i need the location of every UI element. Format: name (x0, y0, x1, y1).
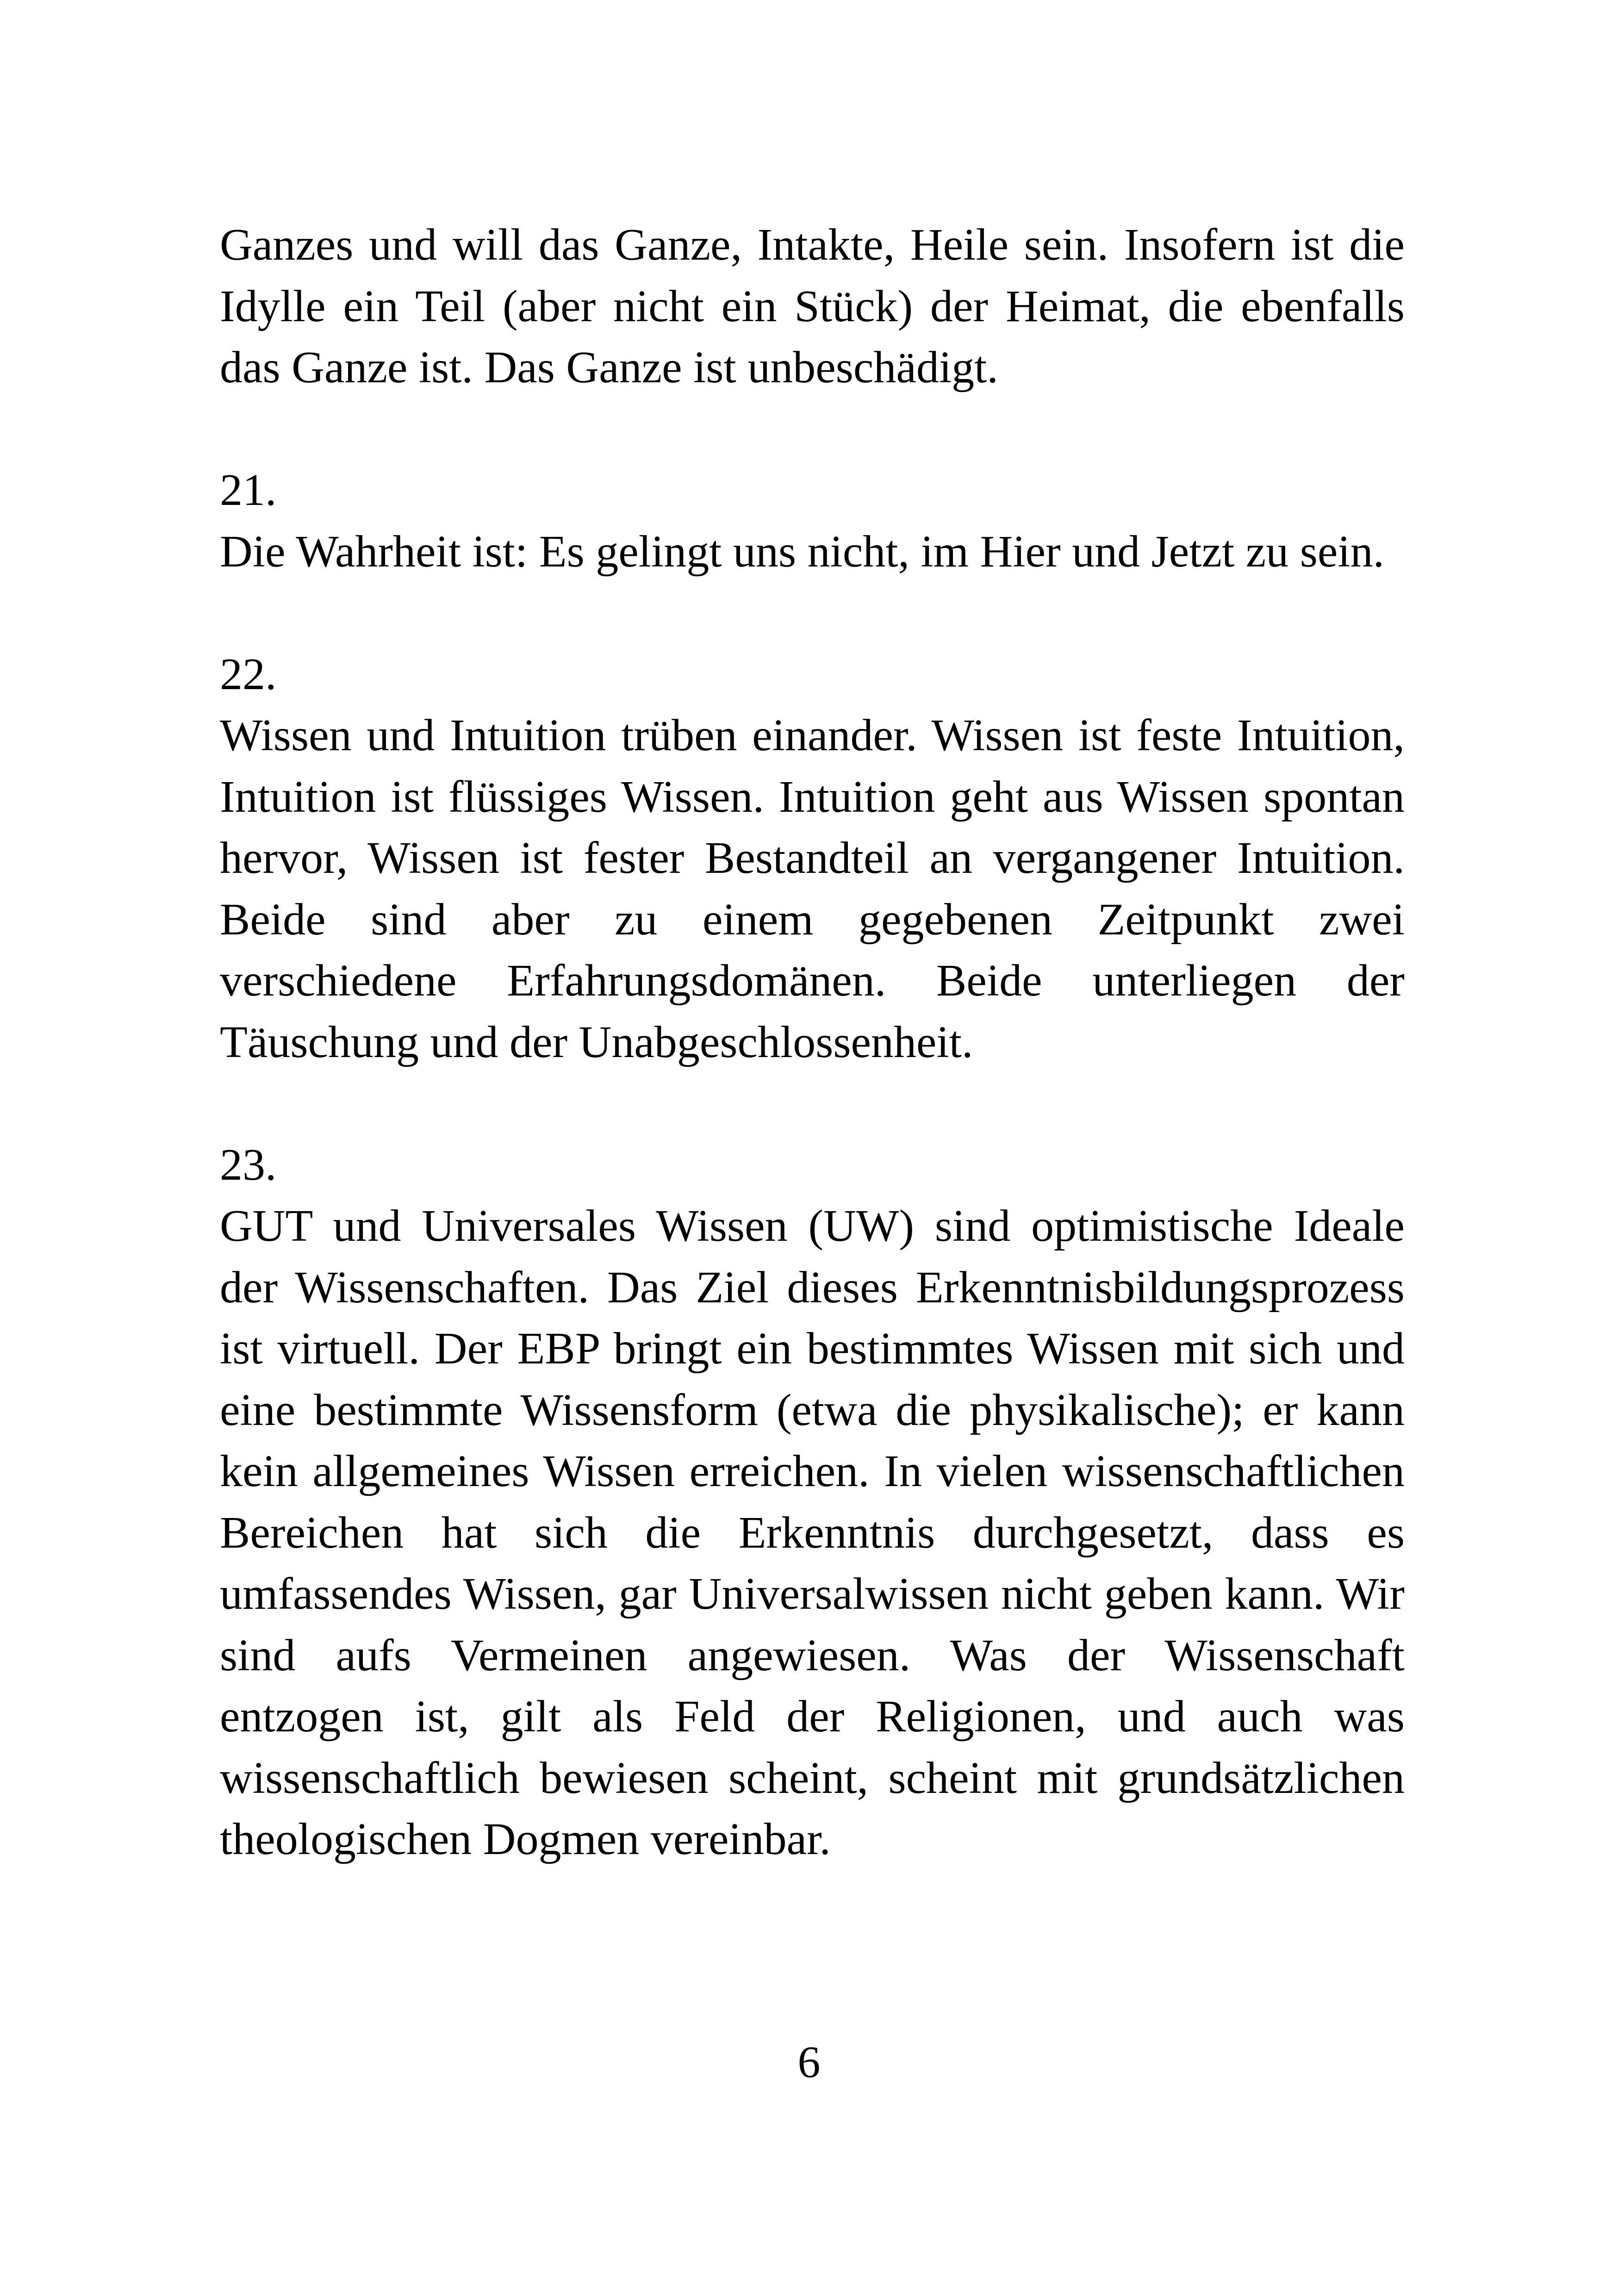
section-21 (220, 460, 1405, 582)
section-text: Wissen und Intuition trüben einander. Wissen ist feste Intuition, Intuition ist flüssiges Wissen. Intuition geht aus Wissen spontan hervor, Wissen ist fester Bestandteil an vergangener Intuition. Beide sind aber zu einem gegebenen Zeitpunkt zwei verschiedene Erfahrungsdomänen. Beide unterliegen der Täuschung und der Unabgeschlossenheit. (220, 710, 1405, 1067)
section-text: Die Wahrheit ist: Es gelingt uns nicht, im Hier und Jetzt zu sein. (220, 526, 1385, 577)
section-number: 23. (220, 1139, 277, 1190)
section-number: 21. (220, 465, 277, 515)
page-number: 6 (797, 2037, 821, 2087)
text-column (220, 214, 1405, 1870)
section-22 (220, 644, 1405, 1073)
section-23 (220, 1134, 1405, 1870)
section-number: 22. (220, 649, 277, 699)
section-text: GUT und Universales Wissen (UW) sind optimistische Ideale der Wissenschaften. Das Ziel dieses Erkenntnisbildungsprozess ist virtuell. Der EBP bringt ein bestimmtes Wissen mit sich und eine bestimmte Wissensform (etwa die physikalische); er kann kein allgemeines Wissen erreichen. In vielen wissenschaftlichen Bereichen hat sich die Erkenntnis durchgesetzt, dass es umfassendes Wissen, gar Universalwissen nicht geben kann. Wir sind aufs Vermeinen angewiesen. Was der Wissenschaft entzogen ist, gilt als Feld der Religionen, und auch was wissenschaftlich bewiesen scheint, scheint mit grundsätzlichen theologischen Dogmen vereinbar. (220, 1201, 1405, 1864)
continued-paragraph: Ganzes und will das Ganze, Intakte, Heile sein. Insofern ist die Idylle ein Teil (aber nicht ein Stück) der Heimat, die ebenfalls das Ganze ist. Das Ganze ist unbeschädigt. (220, 220, 1405, 392)
